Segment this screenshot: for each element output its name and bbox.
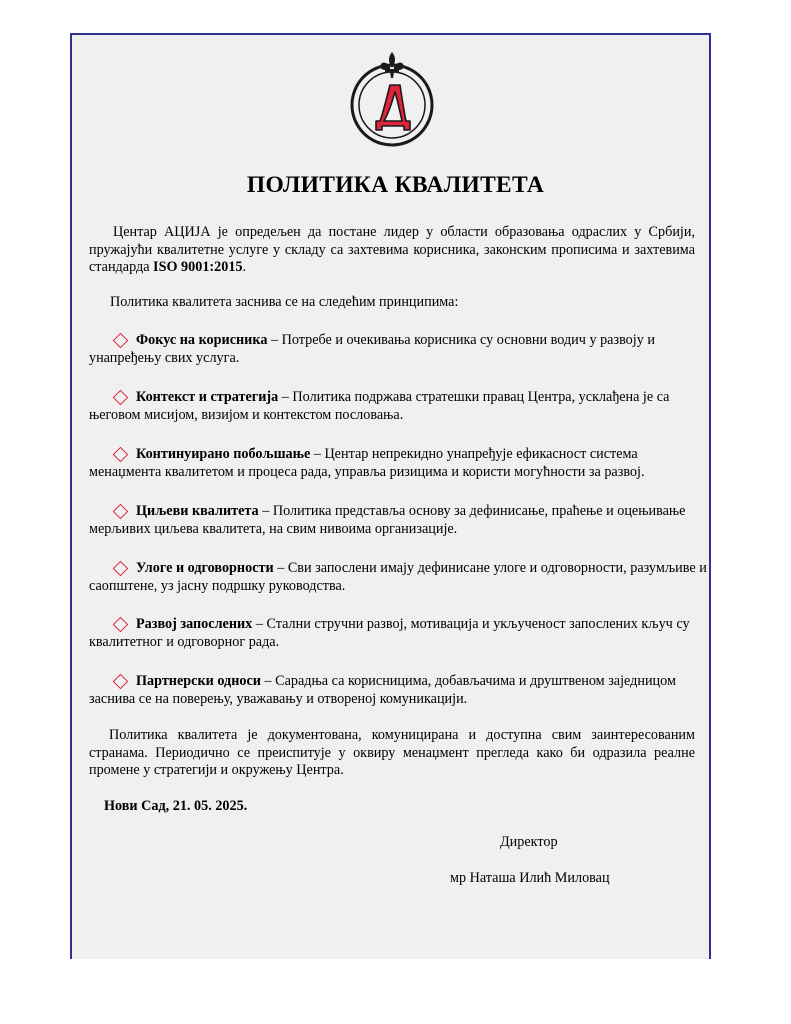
diamond-bullet-icon: [113, 616, 129, 632]
principle-text: – Потребе и очекивања корисника су основни водич у развоју и унапређењу свих услуга.: [89, 332, 655, 366]
principle-text: – Сви запослени имају дефинисане улоге и одговорности, разумљиве и саопштене, уз јасну подршку руководства.: [89, 560, 707, 594]
principle-text: – Сарадња са корисницима, добављачима и друштвеном заједницом заснива се на поверењу, уважавању и отвореној комуникацији.: [89, 673, 676, 707]
diamond-bullet-icon: [113, 446, 129, 462]
principle-name: Партнерски односи: [136, 673, 261, 689]
principle-name: Континуирано побољшање: [136, 446, 311, 462]
intro-paragraph: [89, 224, 695, 277]
principle-name: Улоге и одговорности: [136, 560, 274, 576]
principle-item: [89, 560, 707, 595]
principle-text: – Стални стручни развој, мотивација и укљученост запослених кључ су квалитетног и одговорног рада.: [89, 616, 690, 650]
diamond-bullet-icon: [113, 503, 129, 519]
diamond-bullet-icon: [113, 332, 129, 348]
principle-text: – Политика представља основу за дефинисање, праћење и оцењивање мерљивих циљева квалитета, на свим нивоима организације.: [89, 503, 686, 537]
intro-text-end: .: [242, 259, 247, 276]
principle-text: – Политика подржава стратешки правац Центра, усклађена је са његовом мисијом, визијом и контекстом пословања.: [89, 389, 670, 423]
principles-intro: Политика квалитета заснива се на следећим принципима:: [110, 294, 459, 310]
diamond-bullet-icon: [113, 673, 129, 689]
principle-name: Контекст и стратегија: [136, 389, 279, 405]
iso-standard: ISO 9001:2015: [153, 259, 243, 276]
principle-item: [89, 673, 707, 708]
document-title: ПОЛИТИКА КВАЛИТЕТА: [246, 172, 545, 198]
principle-item: [89, 446, 707, 481]
principle-item: [89, 503, 707, 538]
principle-item: [89, 616, 707, 651]
principle-text: – Центар непрекидно унапређује ефикасност система менаџмента квалитетом и процеса рада, управља ризицима и користи могућности за развој.: [89, 446, 645, 480]
principle-name: Циљеви квалитета: [136, 503, 259, 519]
signature-name: мр Наташа Илић Миловац: [450, 870, 610, 886]
principle-name: Развој запослених: [136, 616, 253, 632]
signature-role: Директор: [500, 834, 558, 850]
principle-item: [89, 389, 707, 424]
place-date: Нови Сад, 21. 05. 2025.: [104, 798, 248, 814]
intro-text: Центар АЦИЈА је опредељен да постане лидер у области образовања одраслих у Србији, пружајући квалитетне услуге у складу са захтевима корисника, законским прописима и захтевима стандарда: [89, 224, 695, 276]
principle-name: Фокус на корисника: [136, 332, 268, 348]
closing-paragraph: Политика квалитета је документована, комуницирана и доступна свим заинтересованим странама. Периодично се преиспитује у оквиру менаџмент прегледа како би одразила реалне промене у стратегији и окружењу Центра.: [89, 727, 695, 779]
acija-logo-icon: [346, 50, 438, 148]
principle-item: [89, 332, 707, 367]
diamond-bullet-icon: [113, 560, 129, 576]
diamond-bullet-icon: [113, 389, 129, 405]
